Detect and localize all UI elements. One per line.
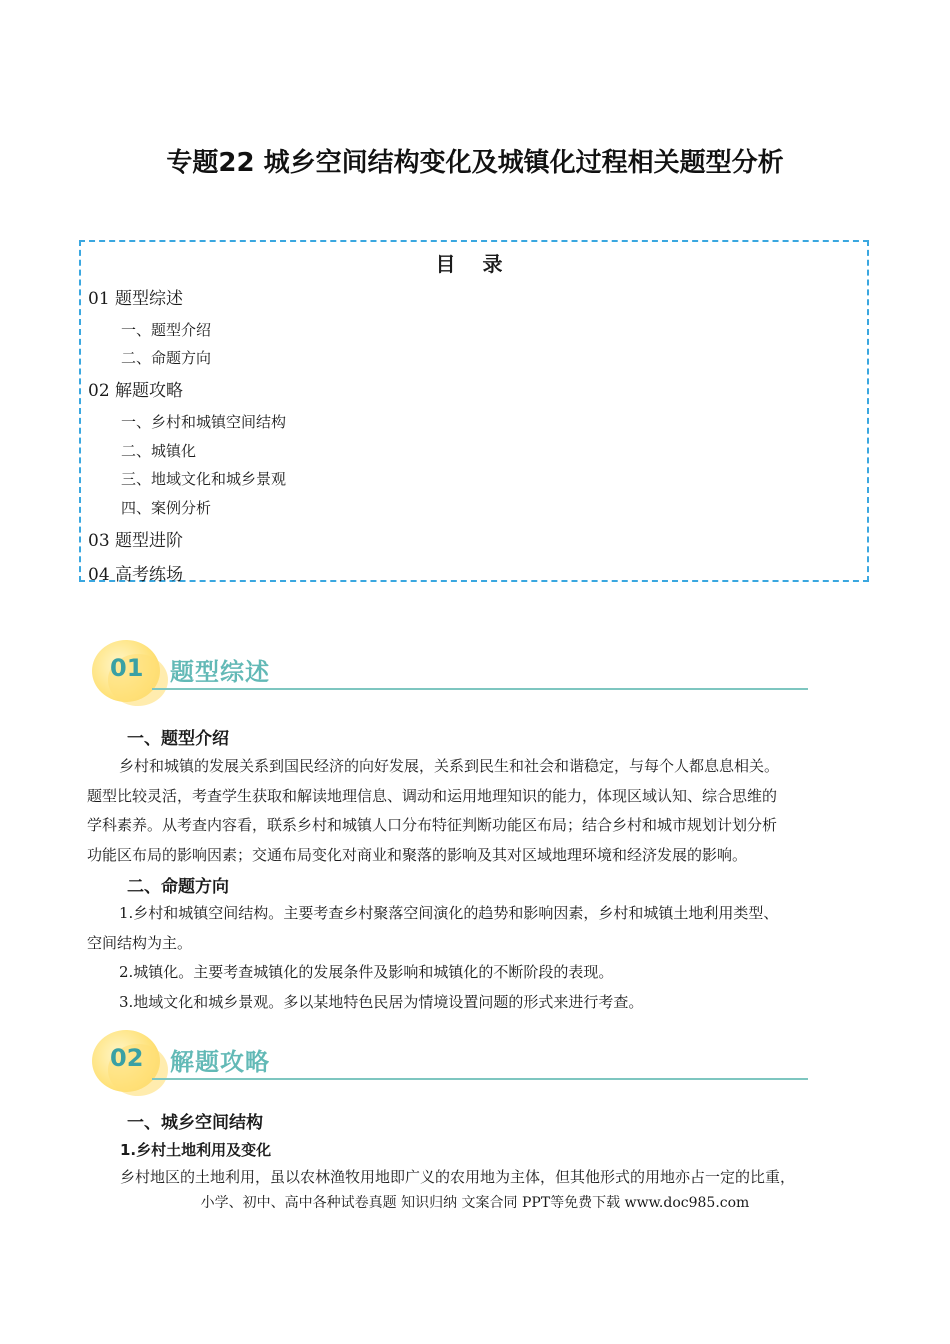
footer-text: 小学、初中、高中各种试卷真题 知识归纳 文案合同 PPT等免费下载 www.doc985.com — [200, 1195, 750, 1211]
section-header-02 — [92, 1028, 812, 1098]
toc-subitem[interactable]: 四、案例分析 — [121, 499, 212, 517]
toc-subitem[interactable]: 二、命题方向 — [121, 349, 212, 367]
land-paragraph — [120, 1163, 880, 1193]
heading-structure: 一、城乡空间结构 — [127, 1113, 263, 1133]
text-line: 功能区布局的影响因素；交通布局变化对商业和聚落的影响及其对区域地理环境和经济发展的影响。 — [87, 845, 748, 864]
section-label: 题型综述 — [170, 658, 270, 686]
table-of-contents — [79, 240, 869, 585]
toc-subitem[interactable]: 二、城镇化 — [121, 442, 197, 460]
section-number: 01 — [110, 654, 144, 682]
heading-land-use: 1.乡村土地利用及变化 — [120, 1141, 272, 1159]
section-header-01 — [92, 638, 812, 708]
toc-item[interactable]: 04 高考练场 — [88, 565, 184, 585]
section-divider — [152, 688, 808, 690]
text-line: 2.城镇化。主要考查城镇化的发展条件及影响和城镇化的不断阶段的表现。 — [119, 963, 614, 981]
text-line: 题型比较灵活，考查学生获取和解读地理信息、调动和运用地理知识的能力，体现区域认知、综合思维的 — [87, 786, 778, 805]
heading-intro: 一、题型介绍 — [127, 729, 229, 749]
toc-item[interactable]: 03 题型进阶 — [88, 531, 184, 551]
section-number: 02 — [110, 1044, 144, 1072]
toc-item[interactable]: 02 解题攻略 — [88, 381, 184, 401]
text-line: 学科素养。从考查内容看，联系乡村和城镇人口分布特征判断功能区布局；结合乡村和城市规划计划分析 — [87, 816, 778, 834]
text-line: 乡村和城镇的发展关系到国民经济的向好发展，关系到民生和社会和谐稳定，与每个人都息息相关。 — [119, 757, 780, 775]
text-line: 3.地域文化和城乡景观。多以某地特色民居为情境设置问题的形式来进行考查。 — [119, 992, 644, 1011]
section-label: 解题攻略 — [170, 1048, 270, 1076]
page-title: 专题22 城乡空间结构变化及城镇化过程相关题型分析 — [166, 148, 784, 178]
intro-paragraph — [87, 752, 867, 870]
text-line: 空间结构为主。 — [87, 933, 193, 952]
toc-heading: 目 录 — [435, 252, 513, 276]
text-line: 乡村地区的土地利用，虽以农林渔牧用地即广义的农用地为主体，但其他形式的用地亦占一定的比重， — [120, 1168, 796, 1186]
heading-direction: 二、命题方向 — [127, 877, 229, 897]
toc-subitem[interactable]: 三、地域文化和城乡景观 — [121, 470, 287, 488]
text-line: 1.乡村和城镇空间结构。主要考查乡村聚落空间演化的趋势和影响因素，乡村和城镇土地利用类型、 — [119, 904, 779, 922]
direction-paragraph — [87, 899, 867, 1017]
toc-item[interactable]: 01 题型综述 — [88, 289, 184, 309]
toc-subitem[interactable]: 一、乡村和城镇空间结构 — [121, 413, 287, 431]
toc-subitem[interactable]: 一、题型介绍 — [121, 321, 212, 339]
section-divider — [152, 1078, 808, 1080]
